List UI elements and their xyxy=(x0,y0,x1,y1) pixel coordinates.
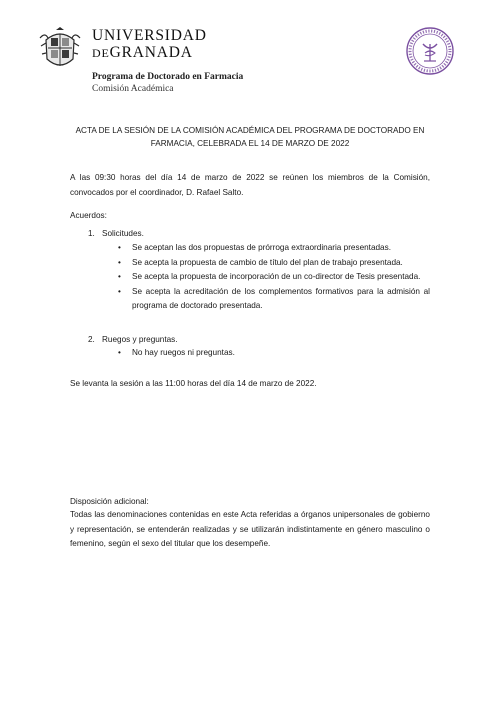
bullet-icon: • xyxy=(118,272,121,281)
university-name-prefix: DE xyxy=(92,46,110,60)
section-title: Ruegos y preguntas. xyxy=(102,335,178,344)
bullet-icon: • xyxy=(118,257,121,267)
section-title: Solicitudes. xyxy=(102,229,144,238)
list-item xyxy=(118,241,430,256)
document-title: ACTA DE LA SESIÓN DE LA COMISIÓN ACADÉMICA DEL PROGRAMA DE DOCTORADO EN FARMACIA, CELEBRADA EL 14 DE MARZO DE 2022 xyxy=(75,126,425,148)
pharmacy-seal-icon xyxy=(405,26,455,76)
section-number: 1. xyxy=(88,229,95,238)
acuerdos-label: Acuerdos: xyxy=(70,211,107,220)
list-item xyxy=(118,256,430,271)
list-item-text: Se acepta la acreditación de los complementos formativos para la admisión al programa de doctorado presentada. xyxy=(132,286,430,310)
university-wordmark xyxy=(92,27,207,62)
bullet-icon: • xyxy=(118,243,121,252)
program-title: Programa de Doctorado en Farmacia xyxy=(92,72,244,82)
section-heading xyxy=(88,335,178,344)
disposition-text: Todas las denominaciones contenidas en este Acta referidas a órganos unipersonales de gobierno y representación, se entenderán realizadas y se utilizarán indistintamente en género masculino o femenino, según el sexo del titular que los desempeñe. xyxy=(70,510,430,548)
program-subtitle: Comisión Académica xyxy=(92,84,174,94)
list-item xyxy=(118,285,430,314)
intro-paragraph: A las 09:30 horas del día 14 de marzo de 2022 se reúnen los miembros de la Comisión, convocados por el coordinador, D. Rafael Salto. xyxy=(70,173,430,197)
list-item xyxy=(118,270,430,285)
list-item-text: Se acepta la propuesta de cambio de título del plan de trabajo presentada. xyxy=(132,257,403,267)
section-2-list xyxy=(118,346,430,361)
university-name-main: GRANADA xyxy=(109,44,193,61)
section-heading xyxy=(88,229,144,238)
list-item-text: No hay ruegos ni preguntas. xyxy=(132,348,235,357)
closing-statement: Se levanta la sesión a las 11:00 horas del día 14 de marzo de 2022. xyxy=(70,379,317,388)
list-item xyxy=(118,346,430,361)
university-crest-icon xyxy=(38,26,82,72)
bullet-icon: • xyxy=(118,348,121,357)
section-number: 2. xyxy=(88,335,95,344)
list-item-text: Se acepta la propuesta de incorporación de un co-director de Tesis presentada. xyxy=(132,272,421,281)
program-header xyxy=(92,71,243,95)
list-item-text: Se aceptan las dos propuestas de prórroga extraordinaria presentadas. xyxy=(132,243,391,252)
section-1-list xyxy=(118,241,430,314)
university-name-line2 xyxy=(92,44,207,62)
disposition-label: Disposición adicional: xyxy=(70,497,149,506)
bullet-icon: • xyxy=(118,286,121,296)
university-name-line1: UNIVERSIDAD xyxy=(92,27,207,44)
